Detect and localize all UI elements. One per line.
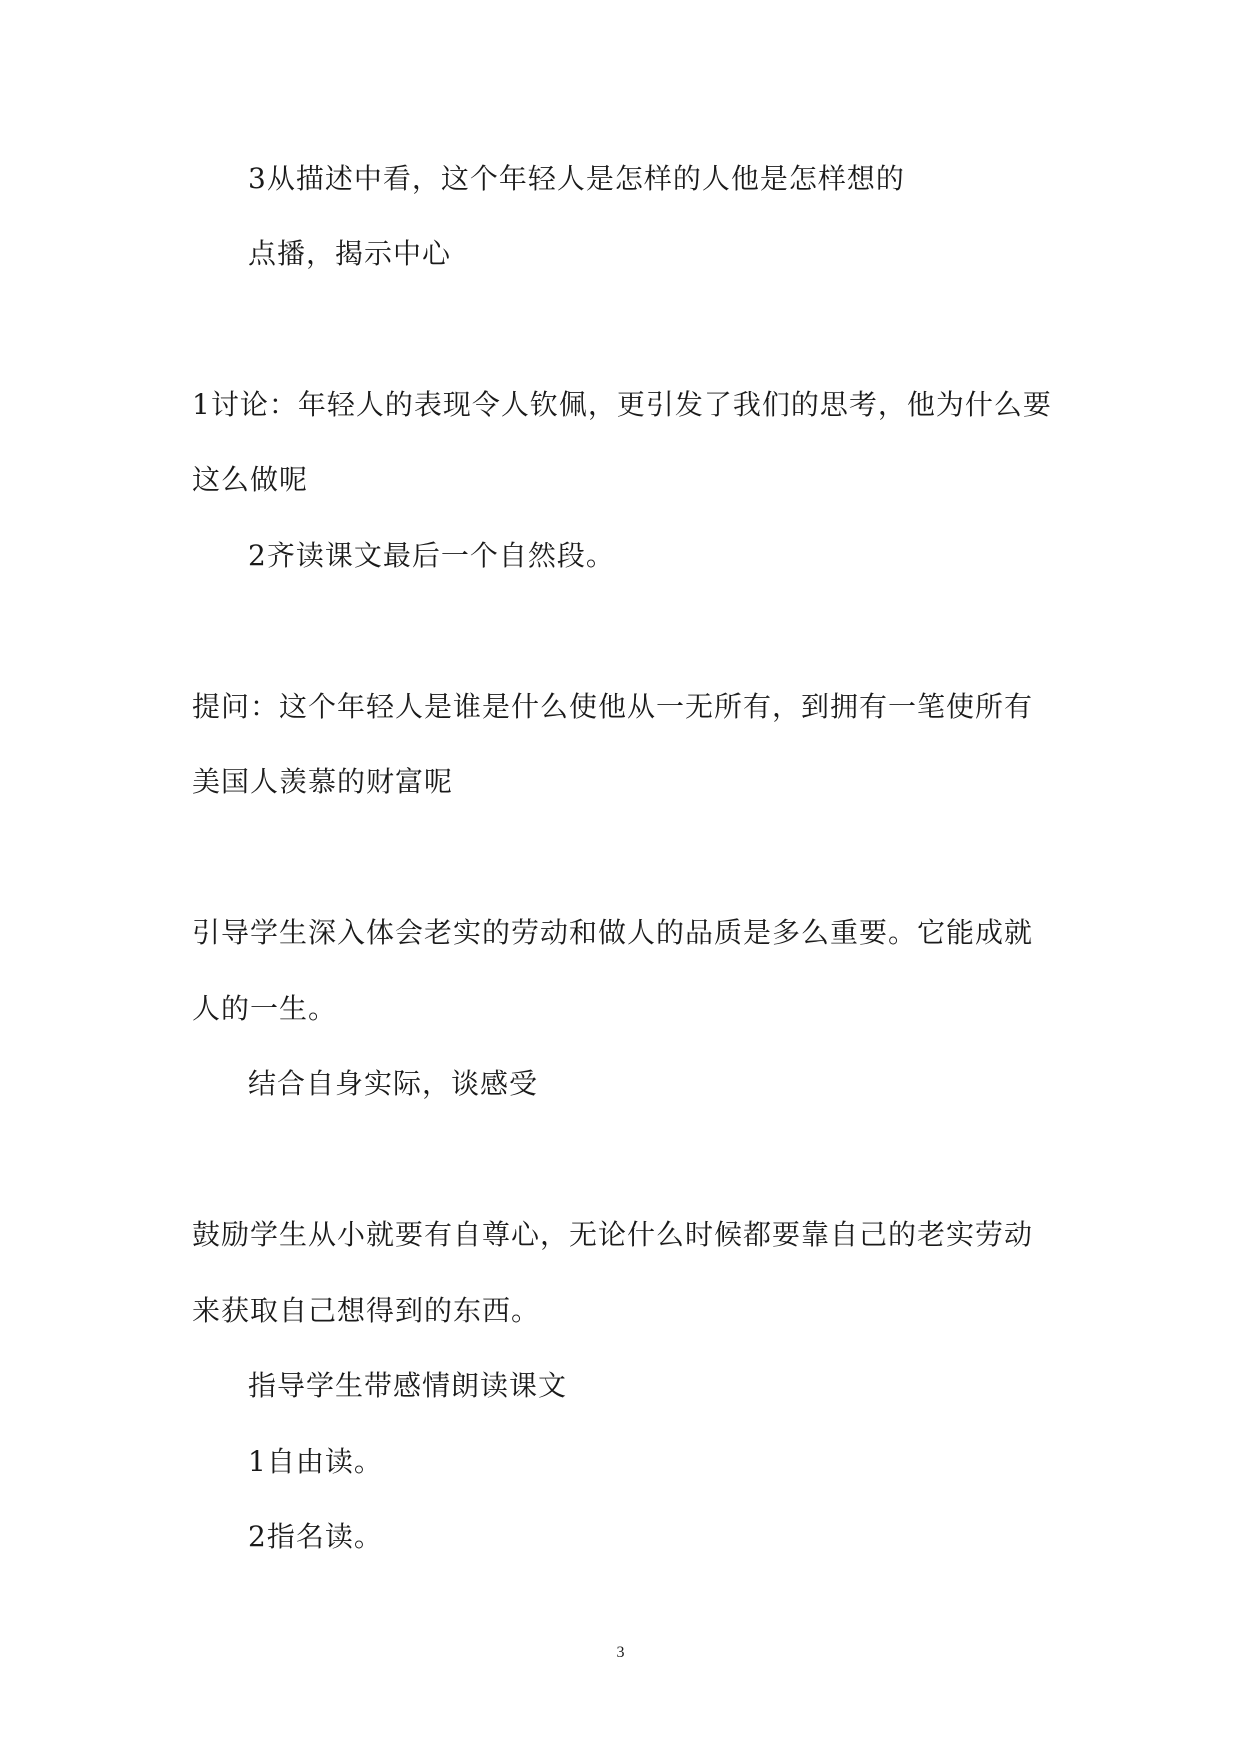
- text-line-6: 提问：这个年轻人是谁是什么使他从一无所有，到拥有一笔使所有: [192, 690, 1034, 723]
- page-number: 3: [616, 1644, 625, 1661]
- text-line-8: 引导学生深入体会老实的劳动和做人的品质是多么重要。它能成就: [192, 916, 1034, 949]
- text-line-7: 美国人羡慕的财富呢: [192, 765, 454, 798]
- text-line-2: 点播，揭示中心: [248, 237, 452, 270]
- text-line-4: 这么做呢: [192, 463, 309, 496]
- text-line-10: 结合自身实际，谈感受: [248, 1067, 539, 1100]
- text-line-1: 3从描述中看，这个年轻人是怎样的人他是怎样想的: [248, 162, 905, 195]
- text-line-14: 1自由读。: [248, 1445, 383, 1478]
- text-line-5: 2齐读课文最后一个自然段。: [248, 539, 615, 572]
- text-line-3: 1讨论：年轻人的表现令人钦佩，更引发了我们的思考，他为什么要: [192, 388, 1052, 421]
- text-line-9: 人的一生。: [192, 992, 338, 1025]
- text-line-13: 指导学生带感情朗读课文: [248, 1369, 568, 1402]
- text-line-15: 2指名读。: [248, 1520, 383, 1553]
- text-line-11: 鼓励学生从小就要有自尊心，无论什么时候都要靠自己的老实劳动: [192, 1218, 1034, 1251]
- text-line-12: 来获取自己想得到的东西。: [192, 1294, 541, 1327]
